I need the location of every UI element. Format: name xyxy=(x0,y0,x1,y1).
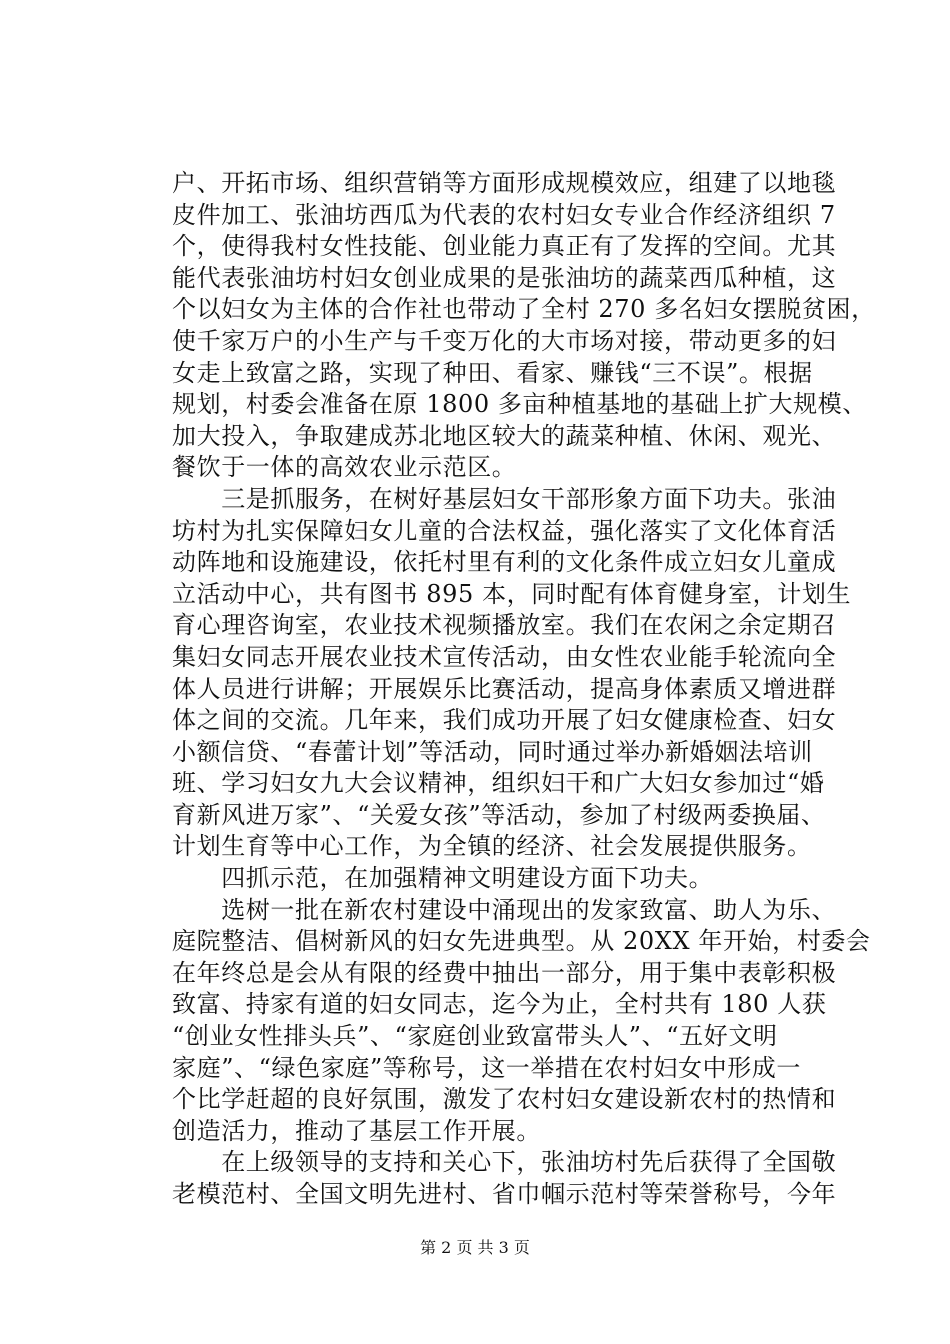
text-line: 体之间的交流。几年来，我们成功开展了妇女健康检查、妇女 xyxy=(172,706,837,735)
text-line: 皮件加工、张油坊西瓜为代表的农村妇女专业合作经济组织 7 xyxy=(172,200,836,229)
text-line: 规划，村委会准备在原 1800 多亩种植基地的基础上扩大规模、 xyxy=(172,390,867,419)
page-footer: 第 2 页 共 3 页 xyxy=(420,1238,530,1257)
text-line: 在年终总是会从有限的经费中抽出一部分，用于集中表彰积极 xyxy=(172,958,837,987)
text-line: 育心理咨询室，农业技术视频播放室。我们在农闲之余定期召 xyxy=(172,611,837,640)
text-line: 餐饮于一体的高效农业示范区。 xyxy=(172,453,517,482)
text-line: 老模范村、全国文明先进村、省巾帼示范村等荣誉称号，今年 xyxy=(172,1180,837,1208)
text-line: 立活动中心，共有图书 895 本，同时配有体育健身室，计划生 xyxy=(172,579,852,608)
text-line: 计划生育等中心工作，为全镇的经济、社会发展提供服务。 xyxy=(172,832,812,861)
text-line: 集妇女同志开展农业技术宣传活动，由女性农业能手轮流向全 xyxy=(172,642,837,671)
text-line: 庭院整洁、倡树新风的妇女先进典型。从 20XX 年开始，村委会 xyxy=(172,927,871,956)
text-line: 个，使得我村女性技能、创业能力真正有了发挥的空间。尤其 xyxy=(172,232,837,261)
text-line: 育新风进万家”、“关爱女孩”等活动，参加了村级两委换届、 xyxy=(172,800,826,829)
text-line: 个以妇女为主体的合作社也带动了全村 270 多名妇女摆脱贫困， xyxy=(172,295,876,324)
text-line: 家庭”、“绿色家庭”等称号，这一举措在农村妇女中形成一 xyxy=(172,1053,802,1082)
text-line: 坊村为扎实保障妇女儿童的合法权益，强化落实了文化体育活 xyxy=(172,516,837,545)
text-line: 加大投入，争取建成苏北地区较大的蔬菜种植、休闲、观光、 xyxy=(172,421,837,450)
text-line: 体人员进行讲解；开展娱乐比赛活动，提高身体素质又增进群 xyxy=(172,674,837,703)
text-line: 能代表张油坊村妇女创业成果的是张油坊的蔬菜西瓜种植，这 xyxy=(172,263,837,292)
text-line: 户、开拓市场、组织营销等方面形成规模效应，组建了以地毯 xyxy=(172,169,837,197)
document-body xyxy=(172,168,876,1211)
text-line: 个比学赶超的良好氛围，激发了农村妇女建设新农村的热情和 xyxy=(172,1085,837,1114)
text-line: 三是抓服务，在树好基层妇女干部形象方面下功夫。张油 xyxy=(172,484,837,513)
text-line: 小额信贷、“春蕾计划”等活动，同时通过举办新婚姻法培训 xyxy=(172,737,813,766)
text-line: 致富、持家有道的妇女同志，迄今为止，全村共有 180 人获 xyxy=(172,990,827,1019)
text-line: 创造活力，推动了基层工作开展。 xyxy=(172,1116,541,1145)
text-line: 在上级领导的支持和关心下，张油坊村先后获得了全国敬 xyxy=(172,1148,837,1177)
text-line: 选树一批在新农村建设中涌现出的发家致富、助人为乐、 xyxy=(172,895,837,924)
text-line: “创业女性排头兵”、“家庭创业致富带头人”、“五好文明 xyxy=(172,1022,778,1051)
text-line: 女走上致富之路，实现了种田、看家、赚钱“三不误”。根据 xyxy=(172,358,813,387)
text-line: 四抓示范，在加强精神文明建设方面下功夫。 xyxy=(172,864,714,893)
text-line: 动阵地和设施建设，依托村里有利的文化条件成立妇女儿童成 xyxy=(172,548,837,577)
text-line: 班、学习妇女九大会议精神，组织妇干和广大妇女参加过“婚 xyxy=(172,769,825,798)
text-line: 使千家万户的小生产与千变万化的大市场对接，带动更多的妇 xyxy=(172,326,837,355)
